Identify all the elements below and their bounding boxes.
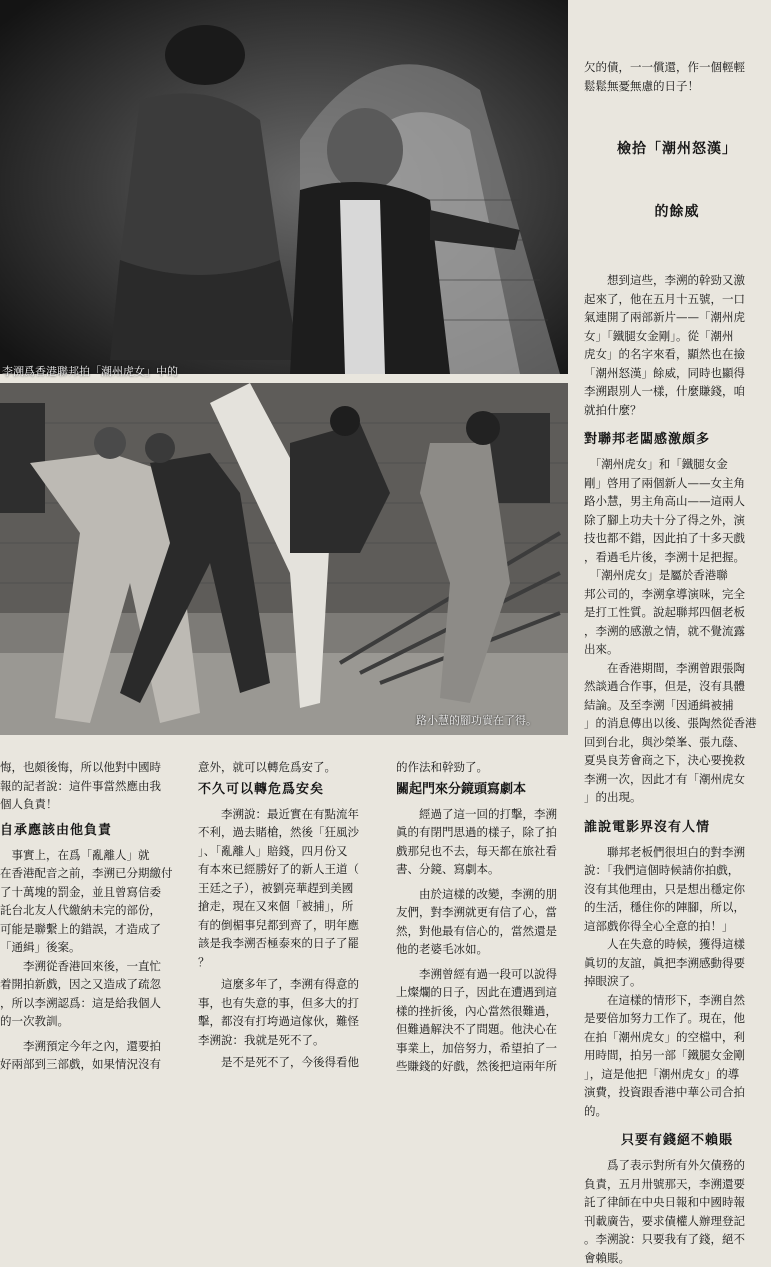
fight-scene-photo-2 [0,383,568,735]
text-line: 上燦爛的日子，因此在遭遇到這 [396,983,580,1002]
text-line: 「通緝」後案。 [0,938,190,957]
text-line: 在香港期間，李溯曾跟張陶 [584,659,770,678]
text-line: 意外，就可以轉危爲安了。 [198,758,388,777]
bottom-column-3 [396,758,580,1076]
text-line: 些賺錢的好戲，然後把這兩年所 [396,1057,580,1076]
text-line: 用時間，拍另一部「鐵腿女金剛 [584,1046,770,1065]
text-line: 起來了，他在五月十五號，一口 [584,290,770,309]
text-line: 李溯說：我就是死不了。 [198,1031,388,1050]
text-line: 」、「亂離人」賠錢，四月份又 [198,842,388,861]
b3-paragraph-1 [396,758,580,777]
text-line: 夏吳良芳會商之下，決心要挽救 [584,751,770,770]
text-line: 刊載廣告，要求債權人辦理登記 [584,1212,770,1231]
b1-paragraph-4 [0,1037,190,1074]
right-paragraph-1 [584,271,770,419]
text-line: 這部戲你得全心全意的拍！」 [584,917,770,936]
heading-2: 對聯邦老闆感激頗多 [584,431,770,449]
text-line: 氣連開了兩部新片——「潮州虎 [584,308,770,327]
text-line: 李溯跟別人一樣，什麼賺錢，咱 [584,382,770,401]
text-line: 」的出現。 [584,788,770,807]
text-line: 這麼多年了，李溯有得意的 [198,975,388,994]
text-line: 了十萬塊的罰金，並且曾寫信委 [0,883,190,902]
text-line: 欠的債，一一償還，作一個輕輕 [584,58,770,77]
right-paragraph-3 [584,566,770,659]
text-line: 剛」啓用了兩個新人——女主角 [584,474,770,493]
text-line: 爲了表示對所有外欠債務的 [584,1156,770,1175]
text-line: 虎女」的名字來看，顯然也在撿 [584,345,770,364]
text-line: 「潮州怒漢」餘威，同時也顯得 [584,364,770,383]
b1-paragraph-2 [0,846,190,957]
text-line: 書、分鏡、寫劇本。 [396,860,580,879]
text-line: 女」「鐵腿女金剛」。從「潮州 [584,327,770,346]
text-line: 不利，過去賭槍，然後「狂風沙 [198,823,388,842]
b2-paragraph-2 [198,805,388,972]
text-line: 在這樣的情形下，李溯自然 [584,991,770,1010]
text-line: 友們，對李溯就更有信了心，當 [396,903,580,922]
text-line: 路小慧，男主角高山——這兩人 [584,492,770,511]
b3-heading: 關起門來分鏡頭寫劇本 [396,781,580,799]
text-line: 該是我李溯否極泰來的日子了罷 [198,934,388,953]
text-line: 託了律師在中央日報和中國時報 [584,1193,770,1212]
text-line: 他的老婆毛冰如。 [396,940,580,959]
right-paragraph-4 [584,659,770,807]
text-line: 李溯預定今年之內，還要拍 [0,1037,190,1056]
top-photo [0,0,568,374]
text-line: 李溯一次，因此才有「潮州虎女 [584,770,770,789]
fight-scene-photo-1 [0,0,568,374]
text-line: 有的倒楣事兒都到齊了，明年應 [198,916,388,935]
text-line: 王廷之子），被劉亮華趕到美國 [198,879,388,898]
text-line: 擊，都沒有打垮過這傢伙，難怪 [198,1012,388,1031]
text-line: ，看過毛片後，李溯十足把握。 [584,548,770,567]
text-line: 負責，五月卅號那天，李溯還要 [584,1175,770,1194]
right-intro [584,58,770,95]
text-line: 好兩部到三部戲，如果情況沒有 [0,1055,190,1074]
text-line: ？ [198,953,388,972]
heading-1-line-1: 檢拾「潮州怒漢」 [584,139,770,160]
text-line: 經過了這一回的打擊，李溯 [396,805,580,824]
text-line: 戲那兒也不去，每天都在旅社看 [396,842,580,861]
text-line: 是打工性質。說起聯邦四個老板 [584,603,770,622]
text-line: 鬆鬆無憂無慮的日子！ [584,77,770,96]
middle-photo [0,383,568,735]
text-line: 李溯曾經有過一段可以說得 [396,965,580,984]
heading-1 [584,97,770,265]
b2-paragraph-4 [198,1053,388,1072]
b3-paragraph-2 [396,805,580,879]
text-line: 聯邦老板們很坦白的對李溯 [584,843,770,862]
heading-4: 只要有錢絕不賴賬 [584,1132,770,1150]
b3-paragraph-4 [396,965,580,1076]
text-line: 結論。及至李溯「因通緝被捕 [584,696,770,715]
text-line: 着開拍新戲，因之又造成了疏忽 [0,975,190,994]
bottom-column-1 [0,758,190,1074]
text-line: 搶走，現在又來個「被捕」，所 [198,897,388,916]
b1-paragraph-3 [0,957,190,1031]
text-line: 邦公司的，李溯拿導演咪，完全 [584,585,770,604]
right-paragraph-7 [584,991,770,1121]
text-line: ，所以李溯認爲：這是給我個人 [0,994,190,1013]
b2-paragraph-1 [198,758,388,777]
text-line: 出來。 [584,640,770,659]
text-line: 掉眼淚了。 [584,972,770,991]
text-line: 在拍「潮州虎女」的空檔中，利 [584,1028,770,1047]
text-line: 會賴賬。 [584,1249,770,1267]
b1-paragraph-1 [0,758,190,814]
text-line: 可能是聯繫上的錯誤，才造成了 [0,920,190,939]
heading-1-line-2: 的餘威 [584,202,770,223]
text-line: 但難過解決不了問題。他決心在 [396,1020,580,1039]
right-column [584,58,770,1267]
text-line: 就拍什麼？ [584,401,770,420]
text-line: 由於這樣的改變，李溯的朋 [396,885,580,904]
text-line: 說：「我們這個時候請你拍戲， [584,861,770,880]
text-line: 然談過合作事，但是，沒有具體 [584,677,770,696]
text-line: 想到這些，李溯的幹勁又激 [584,271,770,290]
text-line: 李溯說：最近實在有點流年 [198,805,388,824]
b2-paragraph-3 [198,975,388,1049]
text-line: 演費，投資跟香港中華公司合拍 [584,1083,770,1102]
text-line: 技也都不錯，因此拍了十多天戲 [584,529,770,548]
text-line: 眞的有閉門思過的樣子，除了拍 [396,823,580,842]
bottom-column-2 [198,758,388,1072]
text-line: 的作法和幹勁了。 [396,758,580,777]
text-line: 李溯從香港回來後，一直忙 [0,957,190,976]
text-line: 回到台北，與沙榮峯、張九蔭、 [584,733,770,752]
text-line: 」，這是他把「潮州虎女」的導 [584,1065,770,1084]
text-line: 託台北友人代繳納未完的部份， [0,901,190,920]
text-line: 個人負責！ [0,795,190,814]
right-paragraph-8 [584,1156,770,1267]
text-line: 沒有其他理由，只是想出穩定你 [584,880,770,899]
text-line: 「潮州虎女」是屬於香港聯 [584,566,770,585]
right-paragraph-5 [584,843,770,936]
text-line: 除了腳上功夫十分了得之外，演 [584,511,770,530]
text-line: 的生活，穩住你的陣腳，所以， [584,898,770,917]
text-line: 報的記者說：這件事當然應由我 [0,777,190,796]
text-line: 是不是死不了，今後得看他 [198,1053,388,1072]
text-line: 悔，也頗後悔，所以他對中國時 [0,758,190,777]
text-line: 」的消息傳出以後、張陶然從香港 [584,714,770,733]
text-line: 有本來已經勝好了的新人王道（ [198,860,388,879]
text-line: 樣的挫折後，內心當然很難過， [396,1002,580,1021]
text-line: 「潮州虎女」和「鐵腿女金 [584,455,770,474]
text-line: 的一次教訓。 [0,1012,190,1031]
middle-photo-caption: 路小慧的腳功實在了得。 [416,713,537,728]
heading-3: 誰說電影界沒有人情 [584,819,770,837]
text-line: 。李溯說：只要我有了錢，絕不 [584,1230,770,1249]
text-line: 人在失意的時候，獲得這樣 [584,935,770,954]
right-paragraph-2 [584,455,770,566]
text-line: ，李溯的感激之情，就不覺流露 [584,622,770,641]
top-caption-line-1: 李溯爲香港聯邦拍「潮州虎女」中的 [2,364,178,379]
text-line: 事實上，在爲「亂離人」就 [0,846,190,865]
text-line: 眞切的友誼，眞把李溯感動得要 [584,954,770,973]
text-line: 在香港配音之前，李溯已分期繳付 [0,864,190,883]
text-line: 事業上，加倍努力，希望拍了一 [396,1039,580,1058]
b3-paragraph-3 [396,885,580,959]
b1-heading: 自承應該由他負責 [0,822,190,840]
text-line: 的。 [584,1102,770,1121]
b2-heading: 不久可以轉危爲安矣 [198,781,388,799]
right-paragraph-6 [584,935,770,991]
text-line: 然，對他最有信心的，當然還是 [396,922,580,941]
text-line: 是要倍加努力工作了。現在，他 [584,1009,770,1028]
text-line: 事，也有失意的事，但多大的打 [198,994,388,1013]
